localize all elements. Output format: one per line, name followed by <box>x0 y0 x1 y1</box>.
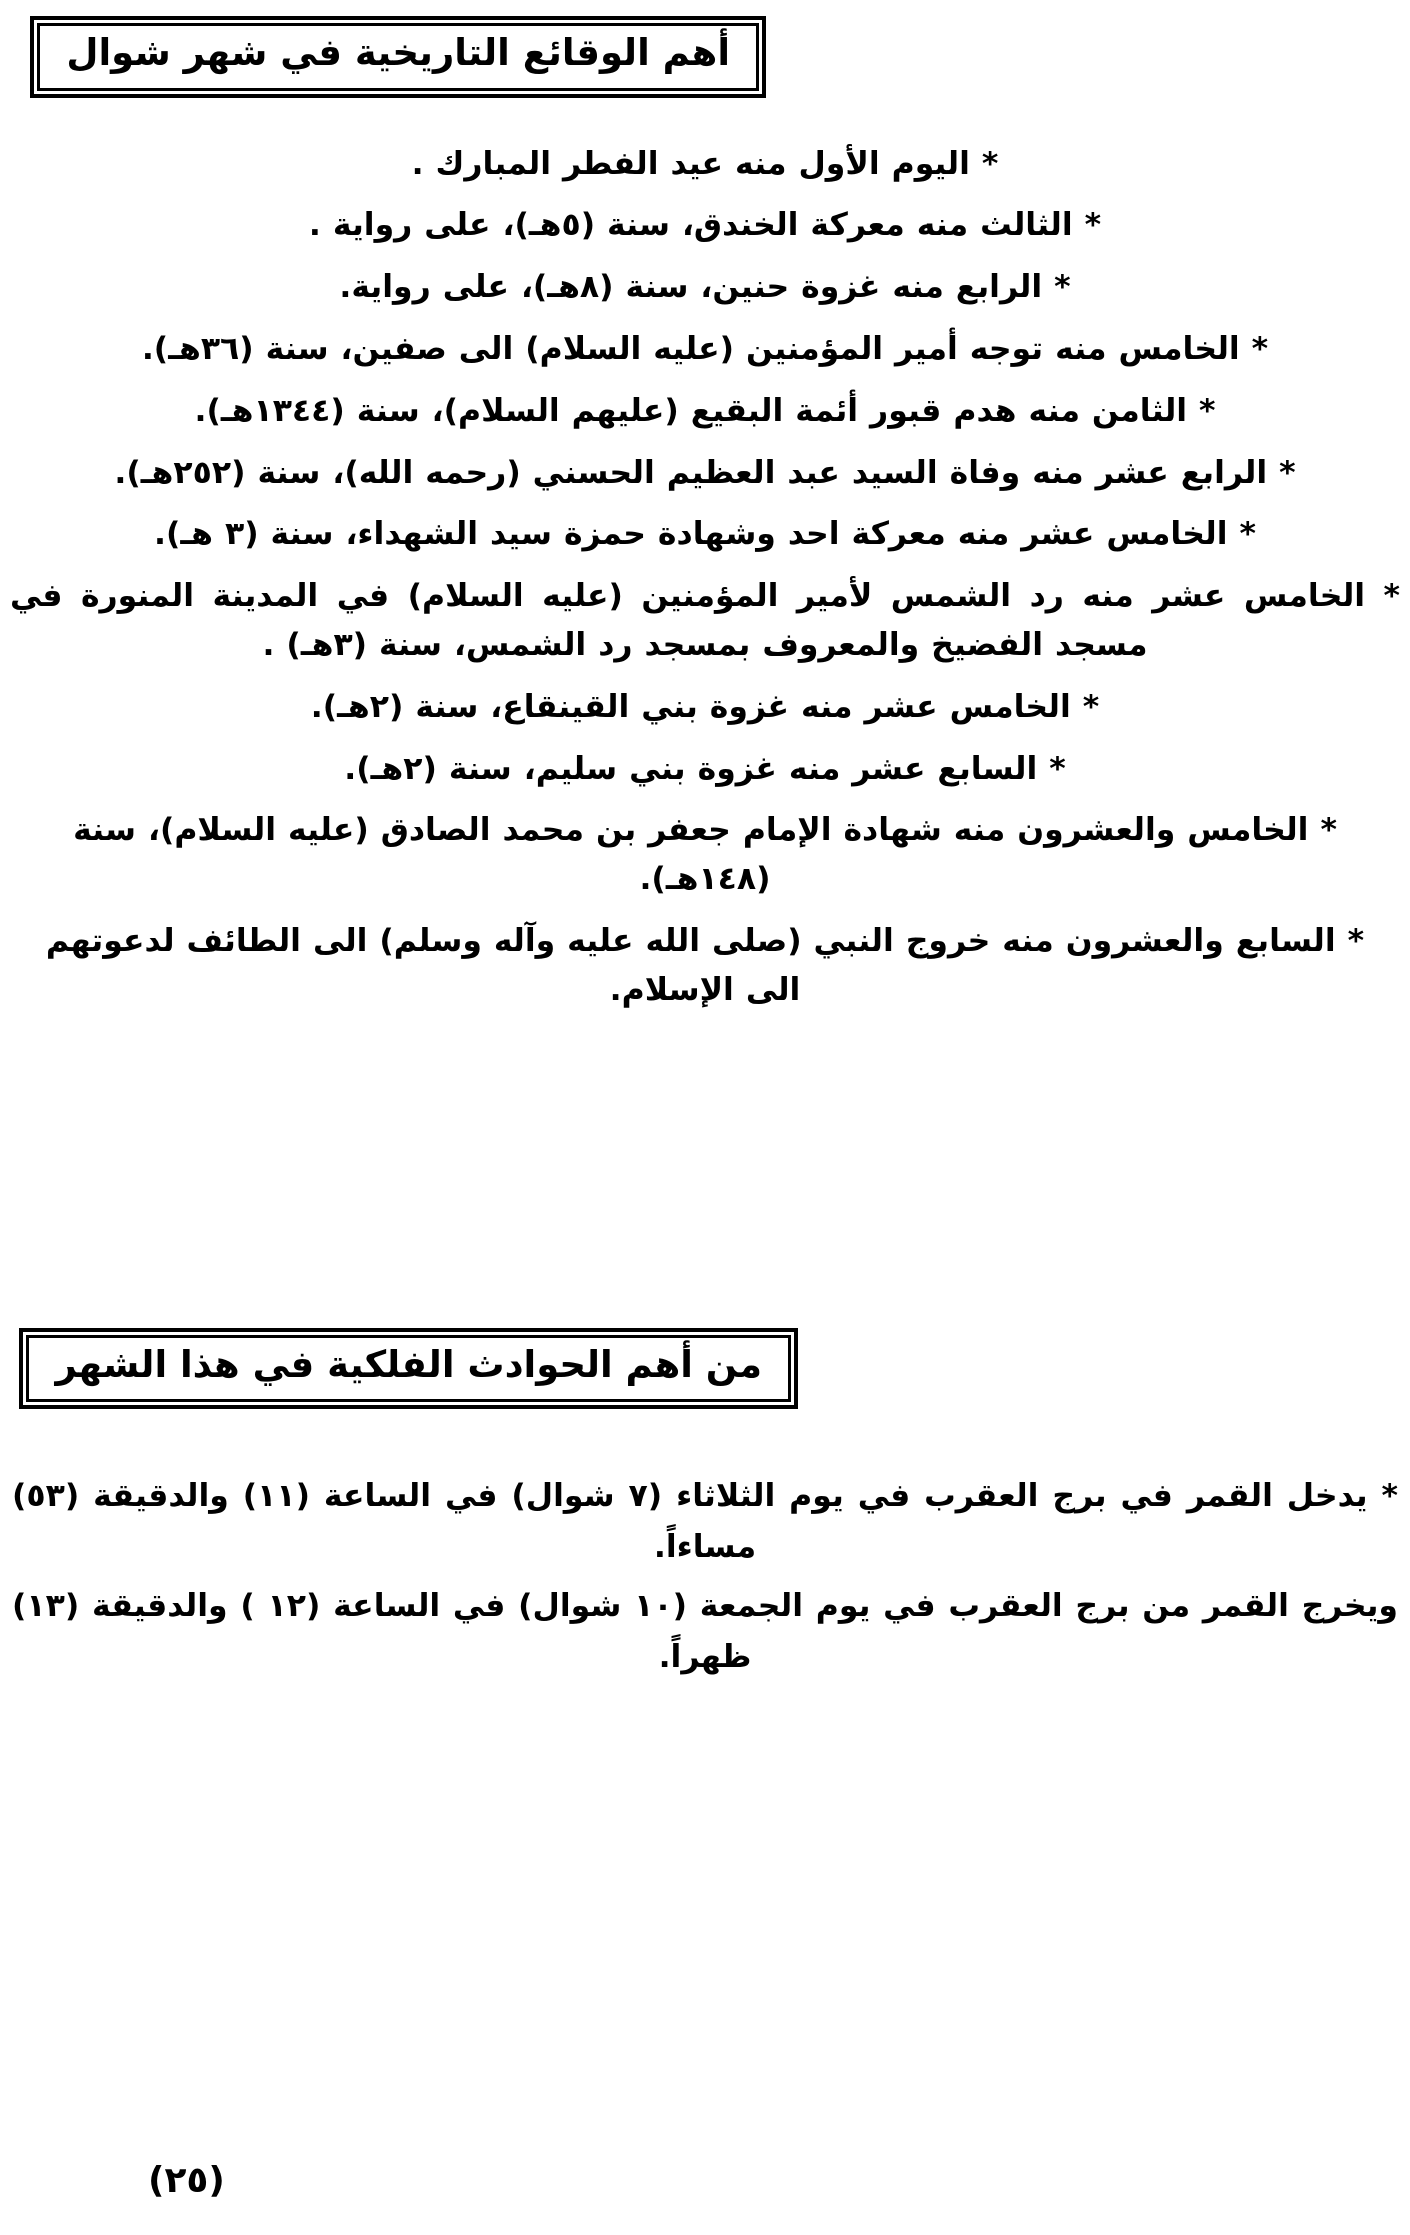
section-heading-astronomical: من أهم الحوادث الفلكية في هذا الشهر <box>55 1342 762 1386</box>
spacer <box>0 1028 1410 1328</box>
list-item: * الثالث منه معركة الخندق، سنة (٥هـ)، على رواية . <box>308 207 1102 244</box>
list-item: * الثامن منه هدم قبور أئمة البقيع (عليهم السلام)، سنة (١٣٤٤هـ). <box>194 392 1216 429</box>
historical-events-list <box>0 140 1410 1015</box>
heading-box-inner <box>26 1335 791 1403</box>
heading-box-astronomical <box>19 1328 798 1410</box>
heading-historical-wrap <box>0 0 1410 98</box>
list-item: * اليوم الأول منه عيد الفطر المبارك . <box>411 145 999 182</box>
list-item: * الخامس والعشرون منه شهادة الإمام جعفر بن محمد الصادق (عليه السلام)، سنة (١٤٨هـ). <box>73 812 1337 898</box>
list-item: * الخامس منه توجه أمير المؤمنين (عليه السلام) الى صفين، سنة (٣٦هـ). <box>141 330 1269 367</box>
list-item: * الرابع منه غزوة حنين، سنة (٨هـ)، على رواية. <box>339 269 1071 306</box>
list-item: * يدخل القمر في برج العقرب في يوم الثلاثاء (٧ شوال) في الساعة (١١) والدقيقة (٥٣) مساءاً. <box>12 1478 1399 1566</box>
heading-astro-wrap <box>0 1328 1410 1410</box>
list-item: * الخامس عشر منه غزوة بني القينقاع، سنة (٢هـ). <box>310 688 1100 725</box>
page-number: (٢٥) <box>148 2160 225 2201</box>
section-heading-historical: أهم الوقائع التاريخية في شهر شوال <box>66 31 730 74</box>
spacer <box>0 1409 1410 1471</box>
spacer <box>0 98 1410 140</box>
list-item: ويخرج القمر من برج العقرب في يوم الجمعة (١٠ شوال) في الساعة (١٢ ) والدقيقة (١٣) ظهراً. <box>12 1588 1399 1676</box>
list-item: * الرابع عشر منه وفاة السيد عبد العظيم الحسني (رحمه الله)، سنة (٢٥٢هـ). <box>114 454 1296 491</box>
list-item: * السابع عشر منه غزوة بني سليم، سنة (٢هـ). <box>344 750 1066 787</box>
heading-box-inner <box>37 23 759 91</box>
list-item: * السابع والعشرون منه خروج النبي (صلى الله عليه وآله وسلم) الى الطائف لدعوتهم الى الإسلام. <box>45 923 1365 1008</box>
list-item: * الخامس عشر منه معركة احد وشهادة حمزة سيد الشهداء، سنة (٣ هـ). <box>154 516 1256 553</box>
astronomical-events-list <box>0 1471 1410 1683</box>
list-item: * الخامس عشر منه رد الشمس لأمير المؤمنين (عليه السلام) في المدينة المنورة في مسجد الفضيخ والمعروف بمسجد رد الشمس، سنة (٣هـ) . <box>10 578 1400 664</box>
heading-box-historical <box>30 16 766 98</box>
